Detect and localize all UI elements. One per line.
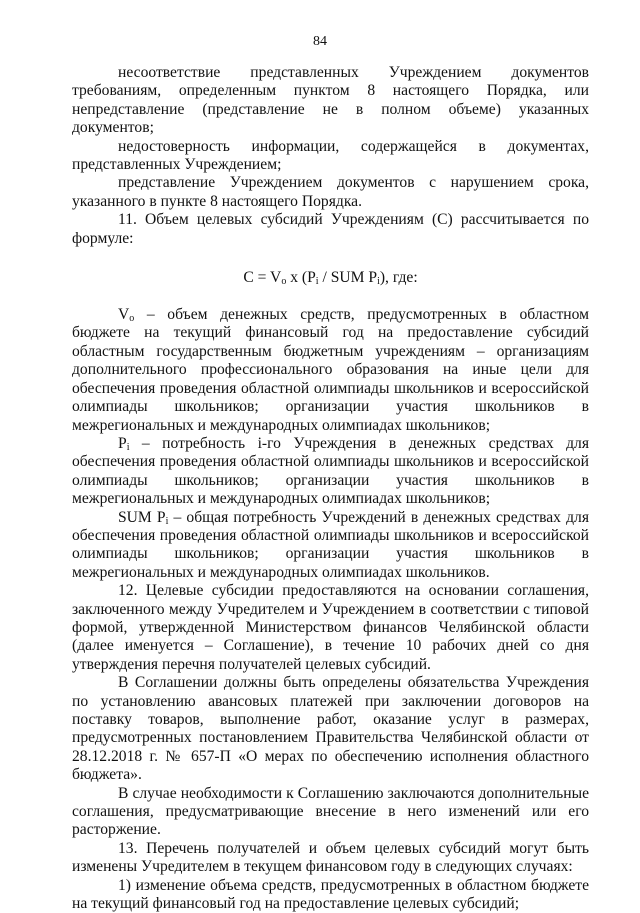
page-number: 84 [313, 34, 327, 49]
formula: $C = V_o$ x ($P_i$ / SUM $P_i$), где: [243, 269, 418, 288]
paragraph: представление Учреждением документов с нарушением срока, указанного в пункте 8 настоящего Порядка. [72, 174, 589, 210]
paragraph: недостоверность информации, содержащейся в документах, представленных Учреждением; [72, 137, 589, 174]
definition-pi: $P_i$ – потребность i-го Учреждения в денежных средствах для обеспечения проведения областной олимпиады школьников и всероссийской олимпиады школьников; организации участия школьников в межрегиональных и международных олимпиадах школьников; [72, 434, 589, 508]
paragraph: несоответствие представленных Учреждением документов требованиям, определенным пунктом 8 настоящего Порядка, или непредставление (представление не в полном объеме) указанных документов; [72, 64, 589, 137]
paragraph: 1) изменение объема средств, предусмотренных в областном бюджете на текущий финансовый год на предоставление целевых субсидий; [72, 876, 589, 913]
paragraph: 12. Целевые субсидии предоставляются на основании соглашения, заключенного между Учредителем и Учреждением в соответствии с типовой формой, утвержденной Министерством финансов Челябинской области (далее именуется – Соглашение), в течение 10 рабочих дней со дня утверждения перечня получателей целевых субсидий. [72, 582, 589, 673]
definition-sum: SUM $P_i$ – общая потребность Учреждений в денежных средствах для обеспечения проведения областной олимпиады школьников и всероссийской олимпиады школьников; организации участия школьников в межрегиональных и международных олимпиадах школьников. [72, 508, 589, 581]
paragraph: В Соглашении должны быть определены обязательства Учреждения по установлению авансовых платежей при заключении договоров на поставку товаров, выполнение работ, оказание услуг в размерах, предусмотренных постановлением Правительства Челябинской области от 28.12.2018 г. № 657-П «О мерах по обеспечению исполнения областного бюджета». [72, 674, 589, 784]
paragraph: В случае необходимости к Соглашению заключаются дополнительные соглашения, предусматривающие внесение в него изменений или его расторжение. [72, 784, 589, 839]
paragraph: 13. Перечень получателей и объем целевых субсидий могут быть изменены Учредителем в текущем финансовом году в следующих случаях: [72, 839, 589, 876]
paragraph: 11. Объем целевых субсидий Учреждениям (С) рассчитывается по формуле: [72, 211, 589, 247]
document-body [72, 64, 589, 913]
definition-vo: $V_o$ – объем денежных средств, предусмотренных в областном бюджете на текущий финансовый год на предоставление субсидий областным государственным бюджетным учреждениям – организациям дополнительного профессионального образования на иные цели для обеспечения проведения областной олимпиады школьников и всероссийской олимпиады школьников; организации участия школьников в межрегиональных и международных олимпиадах школьников; [72, 306, 589, 434]
